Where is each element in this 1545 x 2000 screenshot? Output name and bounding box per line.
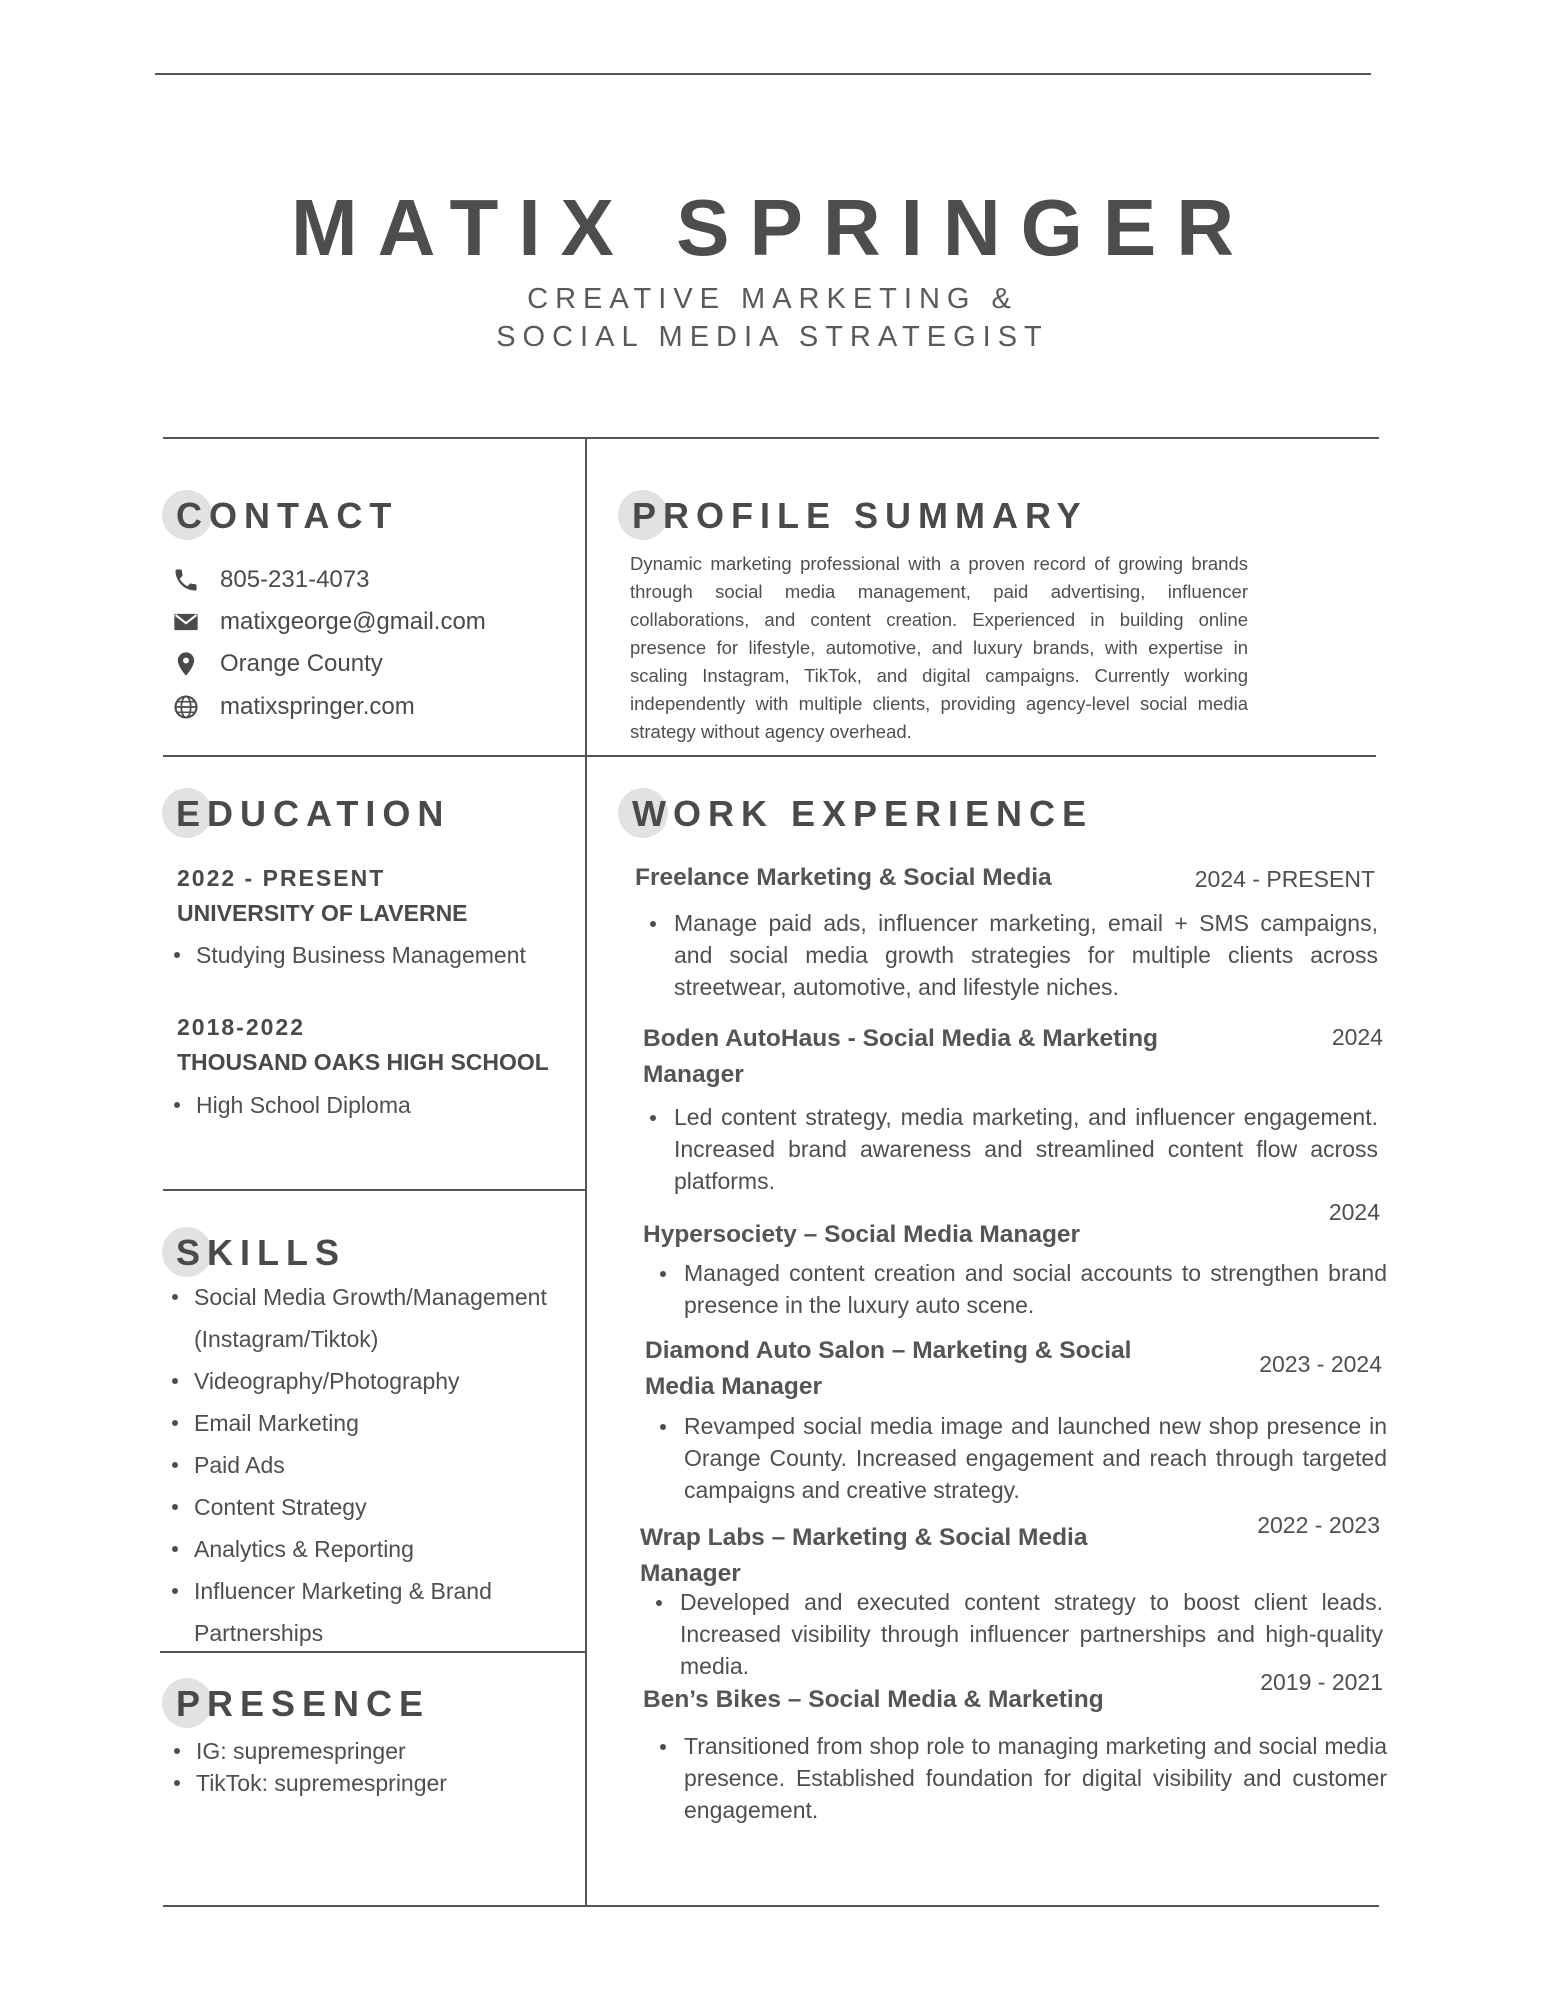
job-description: Revamped social media image and launched new shop presence in Orange County. Increased engagement and reach through targeted campaigns and creative strategy. [684,1410,1387,1506]
top-rule [155,73,1371,75]
profile-summary-text: Dynamic marketing professional with a proven record of growing brands through social media management, paid advertising, influencer collaborations, and content creation. Experienced in building online presence for lifestyle, automotive, and luxury brands, with expertise in scaling Instagram, TikTok, and digital campaigns. Currently working independently with multiple clients, providing agency-level social media strategy without agency overhead. [630,553,1248,742]
job-date: 2024 - PRESENT [1194,866,1375,892]
skills-list [194,1276,594,1654]
job-title: Wrap Labs – Marketing & Social Media Manager [640,1524,1088,1587]
job-title: Freelance Marketing & Social Media [635,864,1052,891]
job-description: Developed and executed content strategy to boost client leads. Increased visibility through influencer partnerships and high-quality media. [680,1586,1383,1682]
job-date: 2022 - 2023 [1257,1512,1380,1538]
skill-item: Videography/Photography [194,1360,594,1402]
job-date: 2024 [1331,1024,1383,1050]
skill-item: Paid Ads [194,1444,594,1486]
column-divider [585,437,587,1907]
education-years: 2018-2022 [177,1014,305,1040]
candidate-name: MATIX SPRINGER [290,183,1254,272]
skill-item: Analytics & Reporting [194,1528,594,1570]
education-detail: High School Diploma [196,1084,411,1126]
job-title: Boden AutoHaus - Social Media & Marketing Manager [643,1025,1159,1088]
contact-website [172,689,415,725]
education-school: THOUSAND OAKS HIGH SCHOOL [177,1049,549,1075]
education-rule [163,1189,585,1191]
job-description: Managed content creation and social accounts to strengthen brand presence in the luxury auto scene. [684,1257,1387,1321]
job-title: Ben’s Bikes – Social Media & Marketing [643,1686,1104,1713]
phone-icon [172,566,200,594]
job-date: 2023 - 2024 [1259,1351,1382,1377]
website-value: matixspringer.com [220,693,415,720]
contact-location [172,646,383,682]
phone-value: 805-231-4073 [220,566,370,593]
job-date: 2019 - 2021 [1260,1669,1383,1695]
mail-icon [172,608,200,636]
job-title-line-2: SOCIAL MEDIA STRATEGIST [496,321,1049,353]
contact-rule [163,755,585,757]
location-value: Orange County [220,650,383,677]
email-value: matixgeorge@gmail.com [220,608,486,635]
location-pin-icon [172,650,200,678]
bottom-rule [163,1905,1379,1907]
job-title: Diamond Auto Salon – Marketing & Social Media Manager [645,1337,1132,1400]
job-date: 2024 [1328,1199,1380,1225]
education-detail: Studying Business Management [196,934,526,976]
contact-email [172,604,486,640]
header-rule [163,437,1379,439]
presence-list [196,1735,447,1799]
skill-item: Influencer Marketing & Brand Partnerships [194,1570,514,1654]
contact-phone [172,562,369,598]
education-school: UNIVERSITY OF LAVERNE [177,900,468,926]
education-years: 2022 - PRESENT [177,865,386,891]
job-description: Transitioned from shop role to managing marketing and social media presence. Established foundation for digital visibility and customer engagement. [684,1730,1387,1826]
skill-item: Email Marketing [194,1402,594,1444]
skill-item: Social Media Growth/Management (Instagram/Tiktok) [194,1276,574,1360]
presence-item: TikTok: supremespringer [196,1767,447,1799]
job-title: Hypersociety – Social Media Manager [643,1221,1081,1248]
job-description: Manage paid ads, influencer marketing, email + SMS campaigns, and social media growth strategies for multiple clients across streetwear, automotive, and lifestyle niches. [674,907,1378,1003]
skill-item: Content Strategy [194,1486,594,1528]
job-title-line-1: CREATIVE MARKETING & [527,283,1018,315]
globe-icon [172,693,200,721]
job-description: Led content strategy, media marketing, and influencer engagement. Increased brand awareness and streamlined content flow across platforms. [674,1101,1378,1197]
presence-item: IG: supremespringer [196,1735,447,1767]
profile-rule [586,755,1376,757]
